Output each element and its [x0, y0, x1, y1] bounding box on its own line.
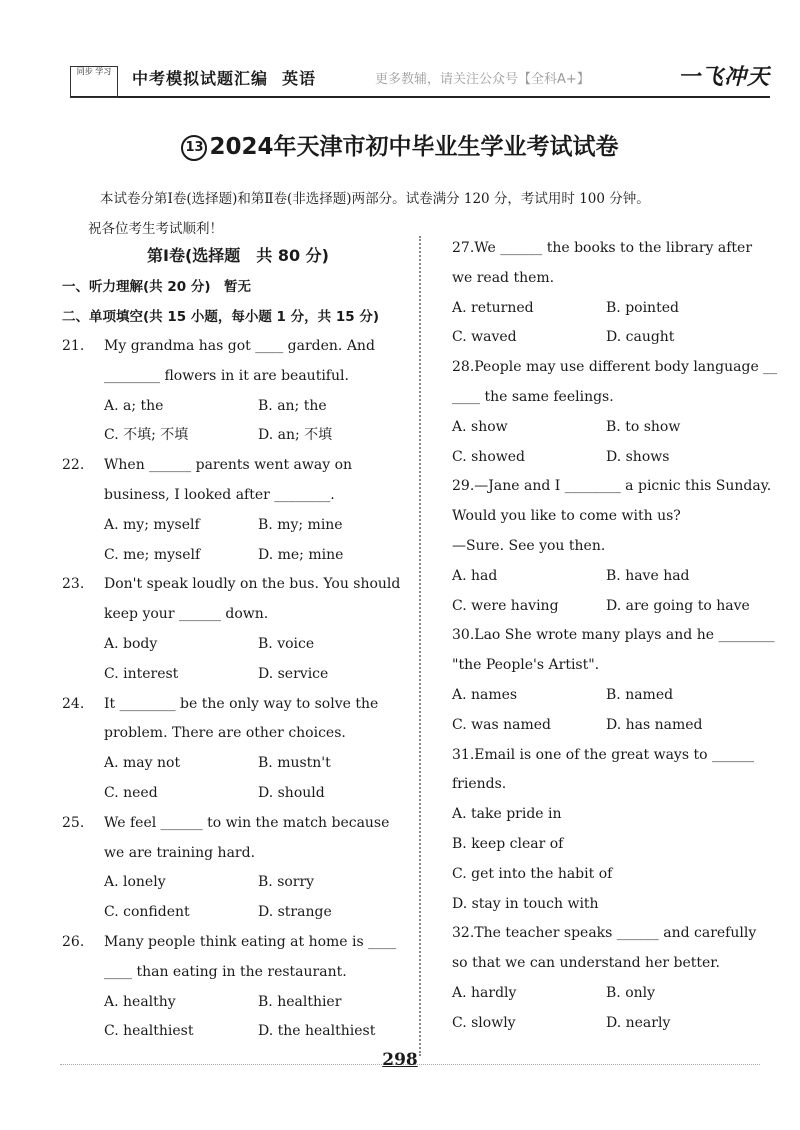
answer-option[interactable]: D. nearly	[606, 1014, 671, 1031]
options-row	[62, 898, 414, 928]
question-item	[62, 690, 414, 809]
question-item	[62, 332, 414, 451]
question-text: Lao She wrote many plays and he ________	[474, 627, 775, 644]
question-item	[452, 234, 772, 353]
column-divider	[419, 236, 421, 1056]
answer-option[interactable]: C. slowly	[452, 1014, 516, 1031]
question-number: 22.	[62, 457, 85, 474]
intro-line-1: 本试卷分第Ⅰ卷(选择题)和第Ⅱ卷(非选择题)两部分。试卷满分 120 分，考试用时 100 分钟。	[100, 191, 650, 207]
question-text: We feel ______ to win the match because	[104, 814, 390, 831]
left-column	[62, 240, 414, 1047]
question-stem	[62, 332, 414, 362]
question-text: The teacher speaks ______ and carefully	[474, 925, 757, 942]
options-row	[62, 392, 414, 422]
question-stem	[62, 809, 414, 839]
answer-option[interactable]: D. caught	[606, 329, 675, 346]
question-item	[452, 353, 778, 472]
options-row	[452, 294, 772, 324]
question-stem	[452, 353, 778, 383]
question-text: —Sure. See you then.	[452, 537, 606, 554]
answer-option[interactable]: B. sorry	[258, 874, 315, 891]
answer-option[interactable]: D. an; 不填	[258, 427, 333, 444]
answer-option[interactable]: D. stay in touch with	[452, 895, 599, 912]
options-row	[452, 323, 772, 353]
question-stem	[452, 234, 772, 264]
answer-option[interactable]: B. an; the	[258, 397, 327, 414]
question-item	[452, 919, 772, 1038]
answer-option[interactable]: B. healthier	[258, 993, 342, 1010]
question-text: ____ than eating in the restaurant.	[104, 963, 347, 980]
question-stem	[452, 741, 772, 771]
question-stem-cont	[62, 839, 414, 869]
answer-option[interactable]: A. names	[452, 686, 518, 703]
answer-option[interactable]: D. are going to have	[606, 597, 750, 614]
exam-number-badge: 13	[181, 135, 207, 161]
answer-option[interactable]: B. only	[606, 984, 656, 1001]
series-logo: 同步 学习	[70, 66, 118, 98]
part-one-heading: 一、听力理解(共 20 分) 暂无	[62, 279, 252, 295]
exam-title-text: 2024年天津市初中毕业生学业考试试卷	[209, 134, 619, 160]
answer-option[interactable]: A. healthy	[104, 993, 176, 1010]
question-number: 29.	[452, 478, 475, 495]
exam-title	[0, 128, 800, 161]
options-row	[452, 443, 772, 473]
question-number: 31.	[452, 746, 475, 763]
options-row	[452, 681, 772, 711]
answer-option[interactable]: A. my; myself	[104, 516, 200, 533]
question-item	[62, 451, 414, 570]
question-text: so that we can understand her better.	[452, 955, 720, 972]
right-column	[452, 234, 778, 1039]
question-text: It ________ be the only way to solve the	[104, 695, 379, 712]
right-question-list	[452, 234, 778, 1039]
options-row	[452, 860, 772, 890]
answer-option[interactable]: D. strange	[258, 904, 332, 921]
question-text: friends.	[452, 776, 507, 793]
section-title: 第Ⅰ卷(选择题 共 80 分)	[147, 246, 329, 265]
answer-option[interactable]: C. were having	[452, 597, 559, 614]
series-title	[132, 66, 316, 89]
question-number: 28.	[452, 359, 475, 376]
options-row	[62, 660, 414, 690]
answer-option[interactable]: A. hardly	[452, 984, 517, 1001]
question-stem	[452, 621, 775, 651]
answer-option[interactable]: A. may not	[104, 755, 181, 772]
answer-option[interactable]: C. was named	[452, 716, 551, 733]
answer-option[interactable]: D. the healthiest	[258, 1023, 376, 1040]
answer-option[interactable]: B. keep clear of	[452, 835, 564, 852]
answer-option[interactable]: C. interest	[104, 665, 179, 682]
question-text: Would you like to come with us?	[452, 508, 681, 525]
question-stem-cont	[62, 958, 414, 988]
answer-option[interactable]: C. get into the habit of	[452, 865, 613, 882]
answer-option[interactable]: B. have had	[606, 567, 690, 584]
answer-option[interactable]: A. a; the	[104, 397, 164, 414]
options-row	[62, 511, 414, 541]
promo-text: 更多教辅，请关注公众号【全科A+】	[375, 72, 590, 87]
question-number: 21.	[62, 338, 85, 354]
answer-option[interactable]: D. service	[258, 665, 329, 682]
question-stem-cont	[62, 362, 414, 392]
answer-option[interactable]: A. take pride in	[452, 806, 562, 823]
answer-option[interactable]: C. me; myself	[104, 546, 201, 563]
question-text: problem. There are other choices.	[104, 725, 346, 742]
question-number: 23.	[62, 576, 85, 593]
answer-option[interactable]: A. lonely	[104, 874, 166, 891]
answer-option[interactable]: B. pointed	[606, 299, 679, 316]
question-number: 26.	[62, 933, 85, 950]
question-number: 30.	[452, 627, 475, 644]
answer-option[interactable]: C. confident	[104, 904, 190, 921]
question-stem	[62, 928, 414, 958]
question-text: When ______ parents went away on	[104, 457, 353, 474]
options-row	[452, 800, 772, 830]
question-stem	[62, 690, 414, 720]
series-name: 中考模拟试题汇编	[132, 69, 269, 88]
answer-option[interactable]: B. mustn't	[258, 755, 331, 772]
options-row	[452, 413, 772, 443]
options-row	[452, 711, 772, 741]
question-item	[62, 809, 414, 928]
question-text: business, I looked after ________.	[104, 486, 335, 503]
question-text: Many people think eating at home is ____	[104, 933, 397, 950]
left-question-list	[62, 332, 414, 1047]
question-stem-cont	[452, 651, 772, 681]
question-stem-cont	[452, 949, 772, 979]
question-number: 27.	[452, 240, 475, 256]
options-row	[62, 779, 414, 809]
answer-option[interactable]: C. healthiest	[104, 1023, 194, 1040]
question-number: 32.	[452, 925, 475, 942]
answer-option[interactable]: A. body	[104, 635, 158, 652]
question-stem	[452, 919, 772, 949]
page-header	[70, 60, 770, 98]
options-row	[452, 592, 772, 622]
question-text: Don't speak loudly on the bus. You should	[104, 576, 401, 593]
question-stem-cont	[452, 264, 772, 294]
options-row	[62, 1017, 414, 1047]
question-item	[62, 928, 414, 1047]
options-row	[62, 988, 414, 1018]
intro-line-2: 祝各位考生考试顺利！	[88, 221, 223, 237]
answer-option[interactable]: B. named	[606, 686, 674, 703]
options-row	[62, 868, 414, 898]
answer-option[interactable]: D. me; mine	[258, 546, 344, 563]
question-text: ____ the same feelings.	[452, 388, 614, 405]
options-row	[62, 749, 414, 779]
options-row	[452, 979, 772, 1009]
answer-option[interactable]: D. should	[258, 784, 325, 801]
question-text: —Jane and I ________ a picnic this Sunday.	[474, 478, 772, 495]
options-row	[62, 421, 414, 451]
answer-option[interactable]: C. waved	[452, 329, 517, 346]
question-text: keep your ______ down.	[104, 606, 269, 623]
question-item	[452, 621, 775, 740]
question-text: ________ flowers in it are beautiful.	[104, 367, 349, 384]
part-two-heading: 二、单项填空(共 15 小题，每小题 1 分，共 15 分)	[62, 309, 380, 325]
question-text: "the People's Artist".	[452, 657, 600, 674]
answer-option[interactable]: B. voice	[258, 635, 315, 652]
question-number: 24.	[62, 695, 85, 712]
page-number: 298	[382, 1050, 418, 1070]
question-stem-cont	[62, 719, 414, 749]
answer-option[interactable]: C. 不填; 不填	[104, 427, 189, 444]
subject-label: 英语	[282, 69, 317, 88]
answer-option[interactable]: C. need	[104, 784, 158, 801]
brand-logo: 一飞冲天	[677, 65, 770, 90]
question-text: we read them.	[452, 269, 555, 286]
question-text: People may use different body language __	[474, 359, 778, 376]
answer-option[interactable]: A. had	[452, 567, 498, 584]
question-stem-cont	[62, 481, 414, 511]
question-text: My grandma has got ____ garden. And	[104, 338, 375, 354]
question-number: 25.	[62, 814, 85, 831]
options-row	[452, 1009, 772, 1039]
options-row	[452, 830, 772, 860]
question-stem-cont	[452, 383, 772, 413]
question-text: we are training hard.	[104, 844, 256, 861]
options-row	[452, 890, 772, 920]
question-item	[452, 741, 772, 920]
question-stem	[62, 451, 414, 481]
answer-option[interactable]: B. to show	[606, 418, 681, 435]
answer-option[interactable]: D. has named	[606, 716, 703, 733]
answer-option[interactable]: B. my; mine	[258, 516, 343, 533]
answer-option[interactable]: A. show	[452, 418, 508, 435]
question-text: We ______ the books to the library after	[474, 240, 753, 256]
answer-option[interactable]: A. returned	[452, 299, 534, 316]
answer-option[interactable]: C. showed	[452, 448, 525, 465]
answer-option[interactable]: D. shows	[606, 448, 670, 465]
question-text: Email is one of the great ways to ______	[474, 746, 754, 763]
question-stem-cont	[452, 770, 772, 800]
